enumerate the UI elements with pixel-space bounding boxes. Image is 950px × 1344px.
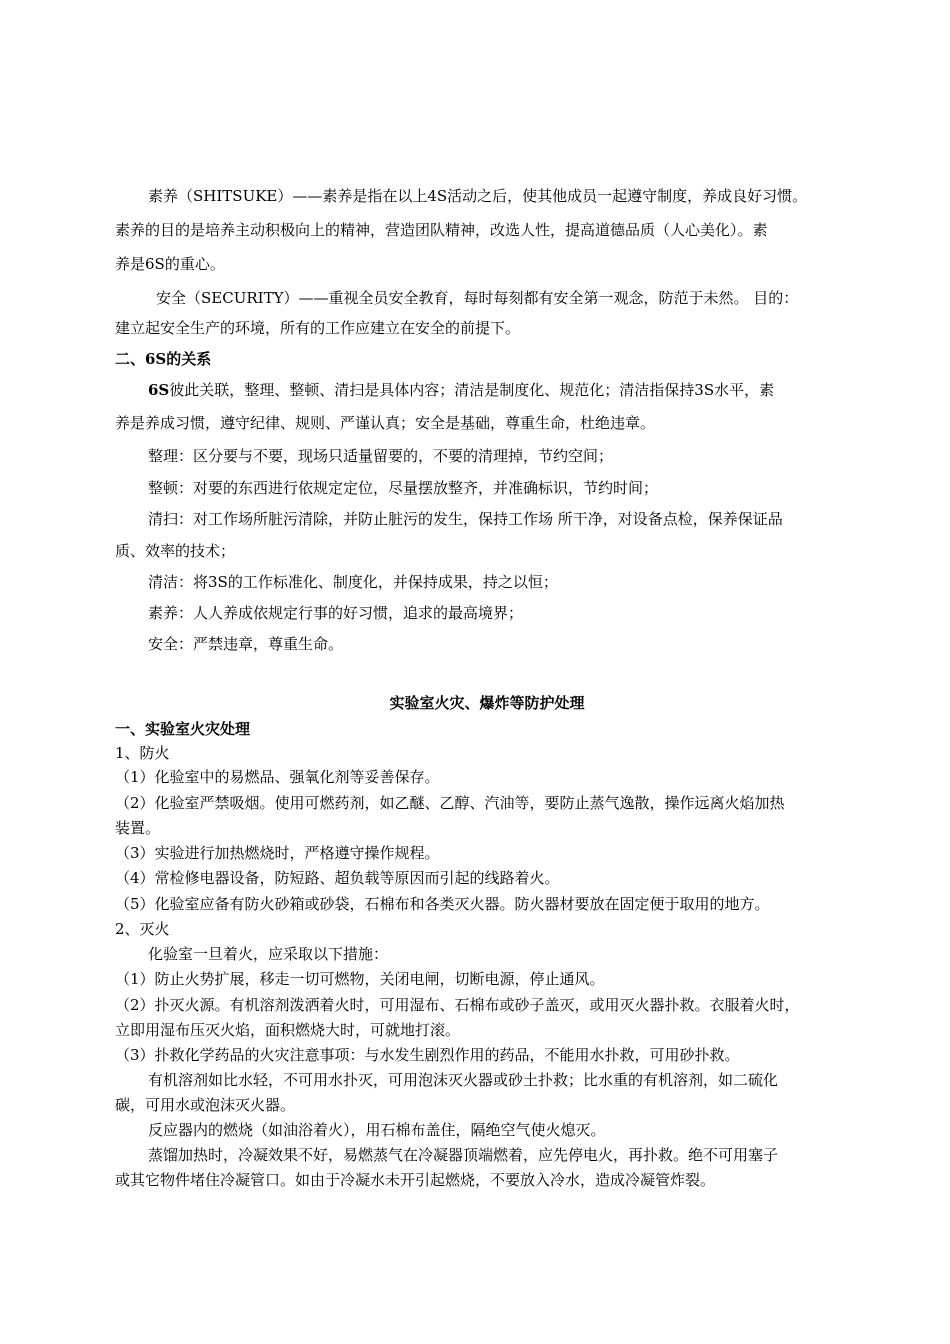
reactor-fire-line: 反应器内的燃烧（如油浴着火），用石棉布盖住，隔绝空气使火熄灭。 [148,1121,606,1139]
item-safety: 安全：严禁违章，尊重生命。 [148,635,344,653]
item-seiso-line-2: 质、效率的技术； [115,542,236,560]
security-line-2: 建立起安全生产的环境，所有的工作应建立在安全的前提下。 [115,319,521,337]
security-line-1: 安全（SECURITY）——重视全员安全教育，每时每刻都有安全第一观念，防范于未然。 目的： [156,289,799,307]
item-seiketsu: 清洁：将3S的工作标准化、制度化，并保持成果，持之以恒； [148,573,558,591]
shitsuke-line-3: 养是6S的重心。 [115,255,225,273]
relation-line-2: 养是养成习惯，遵守纪律、规则、严谨认真；安全是基础，尊重生命，杜绝违章。 [115,414,656,432]
relation-line-1 [148,380,774,400]
section-heading-6s-relation: 二、6S的关系 [115,350,212,368]
extinguish-intro: 化验室一旦着火，应采取以下措施： [148,945,389,963]
distill-line-2: 或其它物件堵住冷凝管口。如由于冷凝水未开引起燃烧，不要放入冷水，造成冷凝管炸裂。 [115,1171,716,1189]
prevention-item-2-line-1: （2）化验室严禁吸烟。使用可燃药剂，如乙醚、乙醇、汽油等，要防止蒸气逸散，操作远离火焰加热 [115,794,785,812]
extinguish-subheading: 2、灭火 [115,920,170,938]
item-shitsuke: 素养：人人养成依规定行事的好习惯，追求的最高境界； [148,604,524,622]
solvent-line-2: 碳，可用水或泡沫灭火器。 [115,1096,296,1114]
fire-prevention-subheading: 1、防火 [115,744,170,762]
relation-line-1-rest: 彼此关联，整理、整顿、清扫是具体内容；清洁是制度化、规范化；清洁指保持3S水平，素 [169,381,775,399]
prevention-item-1: （1）化验室中的易燃品、强氧化剂等妥善保存。 [115,768,440,786]
item-seiri: 整理：区分要与不要，现场只适量留要的，不要的清理掉，节约空间； [148,447,614,465]
prevention-item-5: （5）化验室应备有防火砂箱或砂袋，石棉布和各类灭火器。防火器材要放在固定便于取用的地方。 [115,895,770,913]
prevention-item-2-line-2: 装置。 [115,819,161,837]
prevention-item-3: （3）实验进行加热燃烧时，严格遵守操作规程。 [115,844,440,862]
item-seiton: 整顿：对要的东西进行依规定定位，尽量摆放整齐，并准确标识，节约时间； [148,479,659,497]
extinguish-item-2-line-2: 立即用湿布压灭火焰，面积燃烧大时，可就地打滚。 [115,1021,461,1039]
fire-heading-1: 一、实验室火灾处理 [115,720,251,738]
shitsuke-line-2: 素养的目的是培养主动积极向上的精神，营造团队精神，改选人性，提高道德品质（人心美化）。素 [115,221,768,239]
shitsuke-line-1: 素养（SHITSUKE）——素养是指在以上4S活动之后，使其他成员一起遵守制度，养成良好习惯。 [148,187,808,205]
solvent-line-1: 有机溶剂如比水轻，不可用水扑灭，可用泡沫灭火器或砂土扑救；比水重的有机溶剂，如二硫化 [148,1071,779,1089]
extinguish-item-1: （1）防止火势扩展，移走一切可燃物，关闭电闸，切断电源，停止通风。 [115,970,605,988]
extinguish-item-2-line-1: （2）扑灭火源。有机溶剂泼洒着火时，可用湿布、石棉布或砂子盖灭，或用灭火器扑救。衣服着火时， [115,996,800,1014]
prevention-item-4: （4）常检修电器设备，防短路、超负载等原因而引起的线路着火。 [115,869,560,887]
distill-line-1: 蒸馏加热时，冷凝效果不好，易燃蒸气在冷凝器顶端燃着，应先停电火，再扑救。绝不可用塞子 [148,1146,779,1164]
relation-6s-bold: 6S [148,381,170,399]
extinguish-item-3: （3）扑救化学药品的火灾注意事项：与水发生剧烈作用的药品，不能用水扑救，可用砂扑救。 [115,1046,740,1064]
item-seiso-line-1: 清扫：对工作场所脏污清除，并防止脏污的发生，保持工作场 所干净，对设备点检，保养保证品 [148,510,783,528]
fire-section-title: 实验室火灾、爆炸等防护处理 [389,694,585,712]
